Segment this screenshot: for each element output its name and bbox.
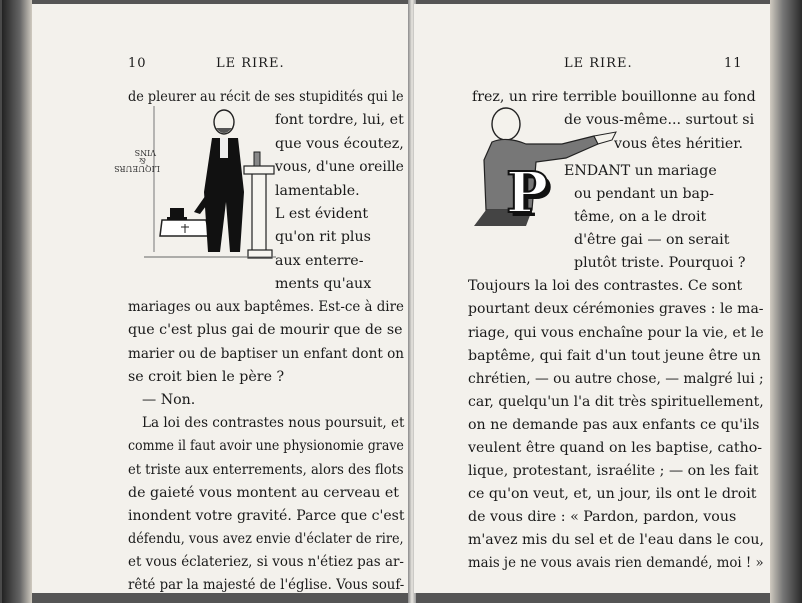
text-line: ments qu'aux xyxy=(275,276,372,292)
running-title-right: LE RIRE. xyxy=(564,56,633,71)
text-line: et vous éclateriez, si vous n'étiez pas ar- xyxy=(128,554,404,570)
right-page-edges xyxy=(770,0,802,603)
text-line: aux enterre- xyxy=(275,253,364,269)
text-line: que vous écoutez, xyxy=(275,136,404,152)
page-number-left: 10 xyxy=(128,56,147,71)
text-line: font tordre, lui, et xyxy=(275,112,404,128)
text-line: vous êtes héritier. xyxy=(614,136,743,152)
right-page xyxy=(414,4,770,593)
text-line: riage, qui vous enchaîne pour la vie, et le xyxy=(468,325,764,341)
sign-line-2: & xyxy=(138,156,146,165)
left-page xyxy=(32,4,412,593)
text-line: La loi des contrastes nous poursuit, et xyxy=(142,415,405,431)
text-line: mais je ne vous avais rien demandé, moi ! » xyxy=(468,555,764,571)
text-line: de pleurer au récit de ses stupidités qui le xyxy=(128,89,404,105)
text-line: chrétien, — ou autre chose, — malgré lui ; xyxy=(468,371,764,387)
open-book xyxy=(2,0,798,603)
text-line: veulent être quand on les baptise, catho- xyxy=(468,440,763,456)
text-line: vous, d'une oreille xyxy=(275,159,404,175)
text-line: Toujours la loi des contrastes. Ce sont xyxy=(468,278,743,294)
text-line: inondent votre gravité. Parce que c'est xyxy=(128,508,405,524)
text-line: ou pendant un bap- xyxy=(574,186,714,202)
text-line: de gaieté vous montent au cerveau et xyxy=(128,485,399,501)
text-line: mariages ou aux baptêmes. Est-ce à dire xyxy=(128,299,404,315)
sign-line-3: LIQUEURS xyxy=(114,164,160,173)
text-line: comme il faut avoir une physionomie grave xyxy=(128,438,404,454)
sign-line-1: VINS xyxy=(134,148,156,157)
drop-cap-P: P xyxy=(506,160,549,226)
text-line: que c'est plus gai de mourir que de se xyxy=(128,322,403,338)
text-line: se croit bien le père ? xyxy=(128,369,285,385)
text-line: baptême, qui fait d'un tout jeune être un xyxy=(468,348,761,364)
text-line: on ne demande pas aux enfants ce qu'ils xyxy=(468,417,760,433)
text-line: lique, protestant, israélite ; — on les fait xyxy=(468,463,759,479)
text-line: lamentable. xyxy=(275,183,360,199)
text-line: pourtant deux cérémonies graves : le ma- xyxy=(468,301,764,317)
text-line: L est évident xyxy=(275,206,369,222)
running-title-left: LE RIRE. xyxy=(216,56,285,71)
text-line: — Non. xyxy=(142,392,196,408)
man-at-bar-illustration xyxy=(114,102,280,264)
text-line: et triste aux enterrements, alors des flots xyxy=(128,462,404,478)
text-line: frez, un rire terrible bouillonne au fond xyxy=(472,89,756,105)
text-line: qu'on rit plus xyxy=(275,229,371,245)
text-line: tême, on a le droit xyxy=(574,209,707,225)
text-line: rêté par la majesté de l'église. Vous souf- xyxy=(128,577,405,593)
text-line: de vous dire : « Pardon, pardon, vous xyxy=(468,509,737,525)
text-line: marier ou de baptiser un enfant dont on xyxy=(128,346,404,362)
text-line: d'être gai — on serait xyxy=(574,232,730,248)
text-line: ENDANT un mariage xyxy=(564,163,717,179)
text-line: ce qu'on veut, et, un jour, ils ont le droit xyxy=(468,486,757,502)
text-line: défendu, vous avez envie d'éclater de rire, xyxy=(128,531,404,547)
left-page-edges xyxy=(2,0,32,603)
text-line: de vous-même... surtout si xyxy=(564,112,755,128)
page-number-right: 11 xyxy=(724,56,743,71)
text-line: car, quelqu'un l'a dit très spirituellement, xyxy=(468,394,764,410)
text-line: m'avez mis du sel et de l'eau dans le cou, xyxy=(468,532,765,548)
text-line: plutôt triste. Pourquoi ? xyxy=(574,255,746,271)
